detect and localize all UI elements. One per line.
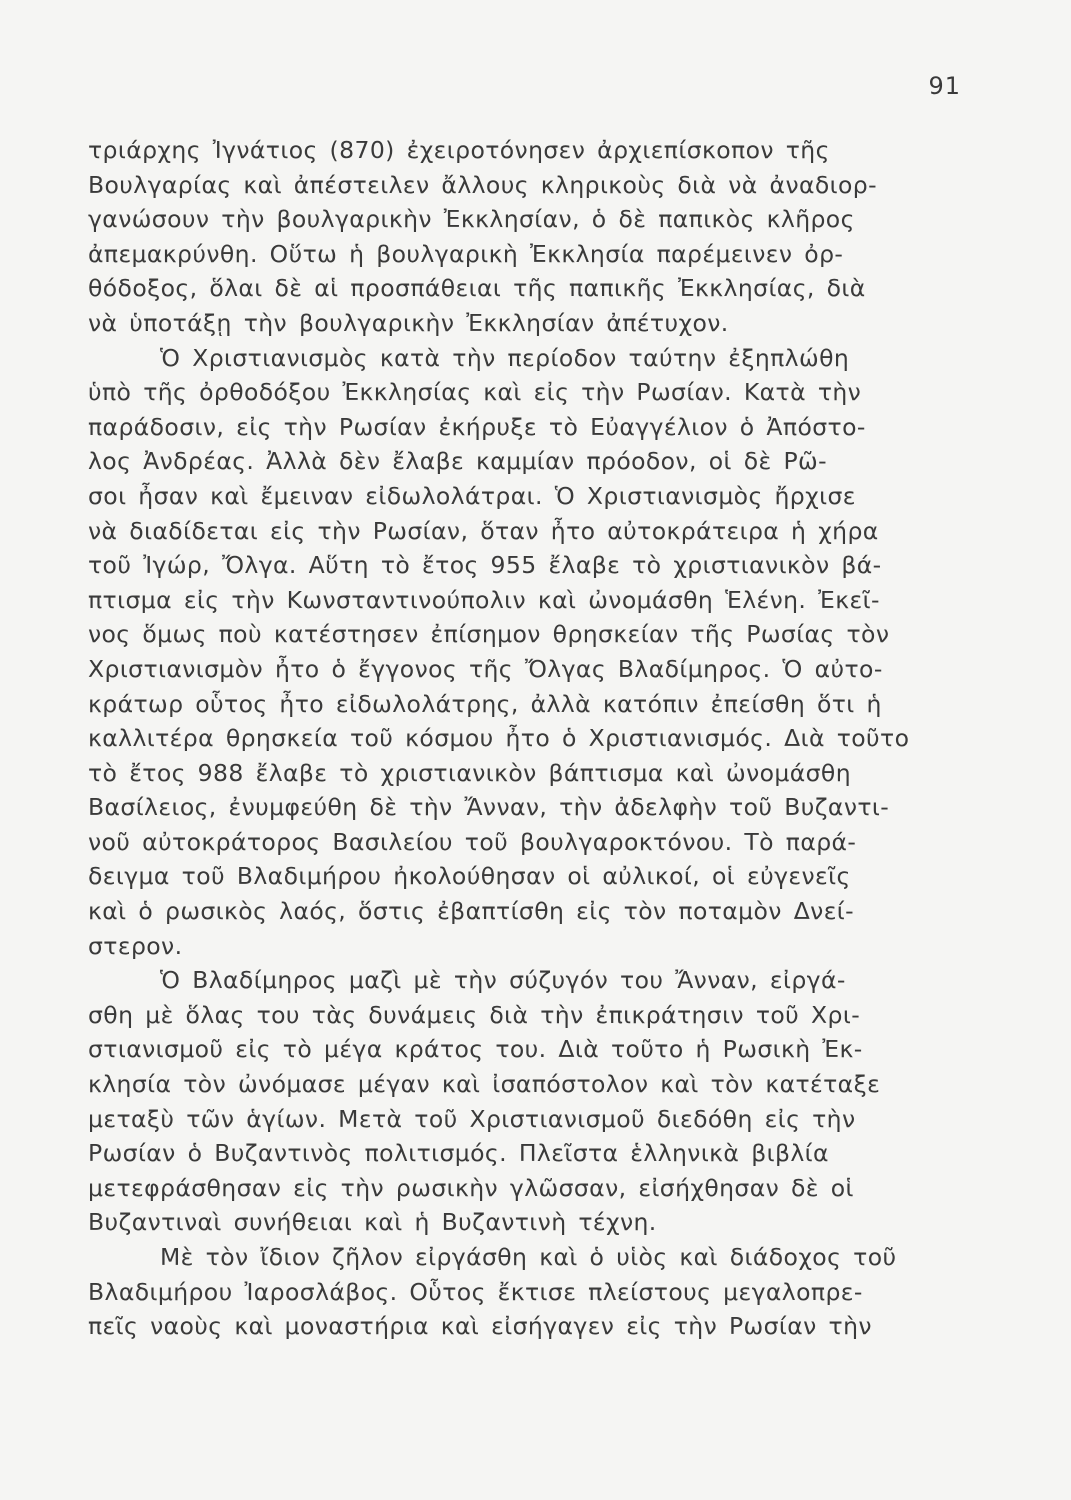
text-line: νὰ ὑποτάξῃ τὴν βουλγαρικὴν Ἐκκλησίαν ἀπέτυχον. [88,308,729,337]
text-line: στιανισμοῦ εἰς τὸ μέγα κράτος του. Διὰ τοῦτο ἡ Ρωσικὴ Ἐκ- [88,1035,863,1064]
text-line: λος Ἀνδρέας. Ἀλλὰ δὲν ἔλαβε καμμίαν πρόοδον, οἱ δὲ Ρῶ- [88,447,827,476]
text-line: Ὁ Χριστιανισμὸς κατὰ τὴν περίοδον ταύτην ἐξηπλώθη [160,343,850,372]
text-line: μεταξὺ τῶν ἁγίων. Μετὰ τοῦ Χριστιανισμοῦ διεδόθη εἰς τὴν [88,1104,856,1133]
text-line: ὑπὸ τῆς ὀρθοδόξου Ἐκκλησίας καὶ εἰς τὴν Ρωσίαν. Κατὰ τὴν [88,378,862,407]
text-line: θόδοξος, ὅλαι δὲ αἱ προσπάθειαι τῆς παπικῆς Ἐκκλησίας, διὰ [88,274,866,303]
text-line: σοι ἦσαν καὶ ἔμειναν εἰδωλολάτραι. Ὁ Χριστιανισμὸς ἤρχισε [88,481,856,510]
text-line: στερον. [88,931,183,960]
body-text [88,133,948,1344]
text-line: ἀπεμακρύνθη. Οὕτω ἡ βουλγαρικὴ Ἐκκλησία παρέμεινεν ὀρ- [88,239,844,268]
text-line: Μὲ τὸν ἴδιον ζῆλον εἰργάσθη καὶ ὁ υἱὸς καὶ διάδοχος τοῦ [160,1243,897,1271]
text-line: γανώσουν τὴν βουλγαρικὴν Ἐκκλησίαν, ὁ δὲ παπικὸς κλῆρος [88,205,855,234]
text-line: δειγμα τοῦ Βλαδιμήρου ἠκολούθησαν οἱ αὐλικοί, οἱ εὐγενεῖς [88,862,851,891]
text-line: κλησία τὸν ὠνόμασε μέγαν καὶ ἰσαπόστολον καὶ τὸν κατέταξε [88,1070,881,1099]
text-line: καὶ ὁ ρωσικὸς λαός, ὅστις ἐβαπτίσθη εἰς τὸν ποταμὸν Δνεί- [88,897,855,926]
text-line: Χριστιανισμὸν ἦτο ὁ ἔγγονος τῆς Ὄλγας Βλαδίμηρος. Ὁ αὐτο- [88,654,883,683]
text-line: Βασίλειος, ἐνυμφεύθη δὲ τὴν Ἄνναν, τὴν ἀδελφὴν τοῦ Βυζαντι- [88,793,890,822]
text-line: σθη μὲ ὅλας του τὰς δυνάμεις διὰ τὴν ἐπικράτησιν τοῦ Χρι- [88,1000,861,1029]
text-line: Βλαδιμήρου Ἰαροσλάβος. Οὗτος ἔκτισε πλείστους μεγαλοπρε- [88,1277,863,1306]
text-line: νοῦ αὐτοκράτορος Βασιλείου τοῦ βουλγαροκτόνου. Τὸ παρά- [88,827,857,856]
text-line: νος ὅμως ποὺ κατέστησεν ἐπίσημον θρησκείαν τῆς Ρωσίας τὸν [88,620,890,649]
text-line: παράδοσιν, εἰς τὴν Ρωσίαν ἐκήρυξε τὸ Εὐαγγέλιον ὁ Ἀπόστο- [88,412,866,441]
text-line: Βυζαντιναὶ συνήθειαι καὶ ἡ Βυζαντινὴ τέχνη. [88,1208,657,1237]
text-line: τὸ ἔτος 988 ἔλαβε τὸ χριστιανικὸν βάπτισμα καὶ ὠνομάσθη [88,758,852,787]
text-line: Βουλγαρίας καὶ ἀπέστειλεν ἄλλους κληρικοὺς διὰ νὰ ἀναδιορ- [88,170,877,199]
text-line: καλλιτέρα θρησκεία τοῦ κόσμου ἦτο ὁ Χριστιανισμός. Διὰ τοῦτο [88,724,910,753]
text-line: Ρωσίαν ὁ Βυζαντινὸς πολιτισμός. Πλεῖστα ἑλληνικὰ βιβλία [88,1139,829,1168]
text-line: πτισμα εἰς τὴν Κωνσταντινούπολιν καὶ ὠνομάσθη Ἑλένη. Ἐκεῖ- [88,585,880,614]
page-number: 91 [928,72,961,100]
text-line: νὰ διαδίδεται εἰς τὴν Ρωσίαν, ὅταν ἦτο αὐτοκράτειρα ἡ χήρα [88,516,879,545]
text-line: τριάρχης Ἰγνάτιος (870) ἐχειροτόνησεν ἀρχιεπίσκοπον τῆς [88,136,830,164]
text-line: πεῖς ναοὺς καὶ μοναστήρια καὶ εἰσήγαγεν εἰς τὴν Ρωσίαν τὴν [88,1312,872,1341]
text-line: κράτωρ οὗτος ἦτο εἰδωλολάτρης, ἀλλὰ κατόπιν ἐπείσθη ὅτι ἡ [88,689,882,718]
text-line: τοῦ Ἰγώρ, Ὄλγα. Αὕτη τὸ ἔτος 955 ἔλαβε τὸ χριστιανικὸν βά- [88,551,882,580]
text-line: μετεφράσθησαν εἰς τὴν ρωσικὴν γλῶσσαν, εἰσήχθησαν δὲ οἱ [88,1173,854,1202]
text-line: Ὁ Βλαδίμηρος μαζὶ μὲ τὴν σύζυγόν του Ἄνναν, εἰργά- [160,966,846,995]
